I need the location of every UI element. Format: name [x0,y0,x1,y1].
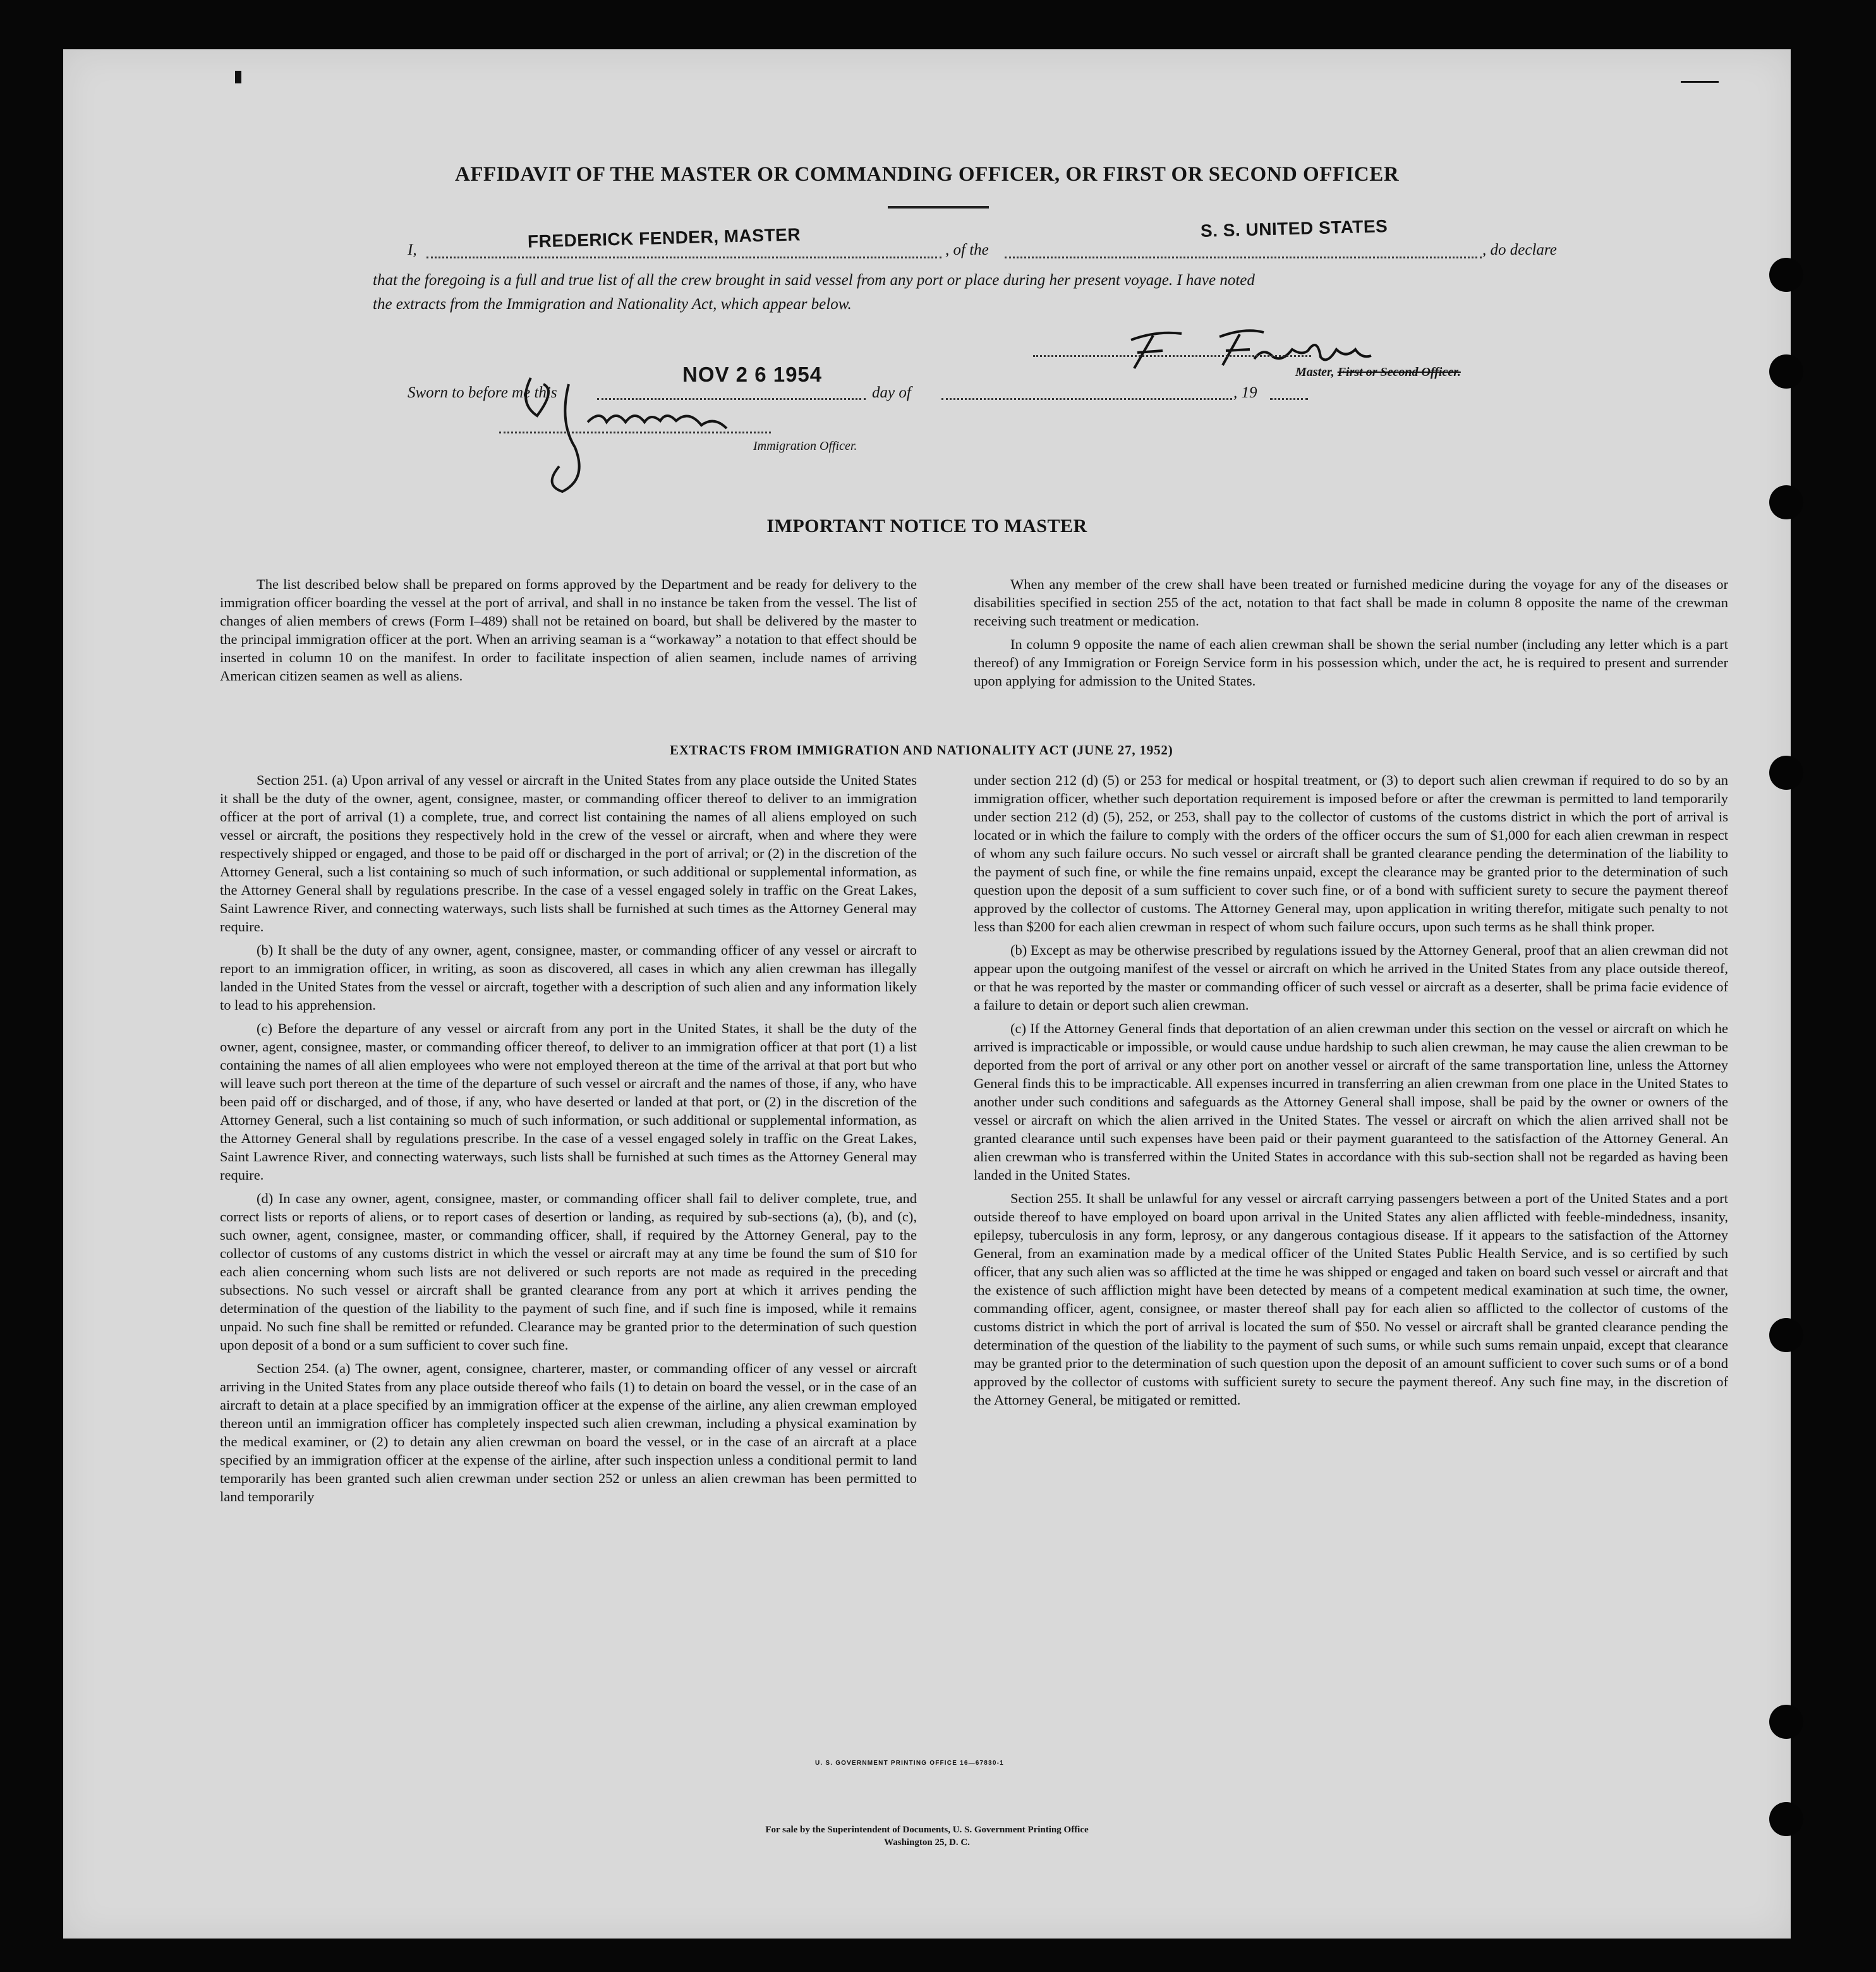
punch-hole [1769,756,1803,790]
extract-paragraph: (b) It shall be the duty of any owner, agent, consignee, master, or commanding officer of any vessel or aircraft to report to an immigration officer, in writing, as soon as discovered, all cases in which any alien crewman has illegally landed in the United States from the vessel or aircraft, together with a description of such alien and any information likely to lead to his apprehension. [220,942,917,1013]
punch-hole [1769,1318,1803,1352]
notice-title: IMPORTANT NOTICE TO MASTER [766,516,1087,536]
affidavit-title: AFFIDAVIT OF THE MASTER OR COMMANDING OFFICER, OR FIRST OR SECOND OFFICER [454,163,1400,186]
notice-left-paragraph: The list described below shall be prepared on forms approved by the Department and be ready for delivery to the immigration officer boarding the vessel at the port of arrival, and shall in no instance be taken from the vessel. The list of changes of alien members of crews (Form I–489) shall not be retained on board, but shall be delivered by the master to the principal immigration officer at the port. When an arriving seaman is a “workaway” a notation to that effect should be inserted in column 10 on the manifest. In order to facilitate inspection of alien seamen, include names of arriving American citizen seamen as well as aliens. [220,576,917,684]
document-page [63,49,1791,1939]
do-declare-label: , do declare [1482,241,1557,258]
vessel-blank [1005,257,1482,258]
for-sale-line-2: Washington 25, D. C. [884,1837,970,1848]
extract-paragraph: (c) If the Attorney General finds that deportation of an alien crewman under this section on the vessel or aircraft on which he arrived is impracticable or impossible, or would cause undue hardship to such alien crewman, he may cause the alien crewman to be deported from the port of arrival or any other port on another vessel or aircraft of the same transportation line, unless the Attorney General finds this to be impracticable. All expenses incurred in transferring an alien crewman from one place in the United States to another under such conditions and safeguards as the Attorney General shall impose, shall be paid by the owner or owners of the vessel or aircraft on which the alien arrived in the United States. The vessel or aircraft on which the alien arrived shall not be granted clearance until such expenses have been paid or their payment guaranteed to the satisfaction of the Attorney General. An alien crewman who is transferred within the United States in accordance with this sub-section shall not be regarded as having been landed in the United States. [974,1020,1728,1183]
immigration-officer-label: Immigration Officer. [753,439,857,453]
extracts-title: EXTRACTS FROM IMMIGRATION AND NATIONALITY ACT (JUNE 27, 1952) [670,742,1173,758]
punch-hole [1769,354,1803,389]
title-rule [888,206,989,209]
extract-paragraph: Section 255. It shall be unlawful for any vessel or aircraft carrying passengers between a port of the United States and a port outside thereof to have employed on board upon arrival in the United States any alien afflicted with feeble-mindedness, insanity, epilepsy, tuberculosis in any form, leprosy, or any dangerous contagious disease. If it appears to the satisfaction of the Attorney General, from an examination made by a medical officer of the United States Public Health Service, and is so certified by such officer, that any such alien was so afflicted at the time he was shipped or engaged and taken on board such vessel or aircraft and that the existence of such affliction might have been detected by means of a competent medical examination at such time, the owner, commanding officer, agent, consignee, or master thereof shall pay for each alien so afflicted to the collector of customs of the customs district in which the port of arrival is located the sum of $50. No vessel or aircraft shall be granted clearance pending the determination of the question of the liability to the payment of such sums, or while such sums remain unpaid, except that clearance may be granted prior to the determination of such question upon the deposit of an amount sufficient to cover such sums or of a bond approved by the collector of customs with sufficient surety to secure the payment thereof. Any such fine may, in the discretion of the Attorney General, be mitigated or remitted. [974,1190,1728,1408]
printing-office-line: U. S. GOVERNMENT PRINTING OFFICE 16—67830-1 [815,1760,1004,1767]
punch-hole [1769,258,1803,292]
for-sale-line-1: For sale by the Superintendent of Documents, U. S. Government Printing Office [765,1825,1089,1835]
year-blank [1270,398,1308,400]
extracts-right-column [974,771,1728,1409]
extract-paragraph: (c) Before the departure of any vessel or aircraft from any port in the United States, it shall be the duty of the owner, agent, consignee, master, or commanding officer thereof, to deliver to an immigration officer at that port (1) a list containing the names of all alien employees who were not employed thereon at the time of the arrival at that port but who will leave such port thereon at the time of the departure of such vessel or aircraft and the names of those, if any, who have been paid off or discharged, and of those, if any, who have deserted or landed at that port, or (2) in the discretion of the Attorney General, such a list containing so much of such information, or such additional or supplemental information, as the Attorney General shall by regulations prescribe. In the case of a vessel engaged solely in traffic on the Great Lakes, Saint Lawrence River, and connecting waterways, such lists shall be furnished at such times as the Attorney General may require. [220,1020,917,1183]
for-sale-note [63,1824,1791,1849]
year-label: , 19 [1233,384,1257,401]
sworn-label: Sworn to before me this [408,384,557,401]
notice-right-paragraph-2: In column 9 opposite the name of each alien crewman shall be shown the serial number (including any letter which is a part thereof) of any Immigration or Foreign Service form in his possession which, under the act, he is required to present and surrender upon applying for admission to the United States. [974,636,1728,689]
of-the-label: , of the [945,241,989,258]
master-name-field: FREDERICK FENDER, MASTER [527,224,801,251]
extracts-left-column [220,771,917,1506]
extract-paragraph: Section 254. (a) The owner, agent, consignee, charterer, master, or commanding officer of any vessel or aircraft arriving in the United States from any place outside thereof who fails (1) to detain on board the vessel, or in the case of an aircraft to detain at a place specified by an immigration officer at the expense of the airline, any alien crewman employed thereon until an immigration officer has completely inspected such alien crewman, including a physical examination by the medical examiner, or (2) to detain any alien crewman on board the vessel, or in the case of an aircraft at a place specified by an immigration officer at the expense of the airline, after such inspection unless a conditional permit to land temporarily has been granted such alien crewman under section 252 or unless an alien crewman has been permitted to land temporarily [220,1360,917,1504]
punch-hole [1769,1705,1803,1739]
extract-paragraph: (b) Except as may be otherwise prescribed by regulations issued by the Attorney General, proof that an alien crewman did not appear upon the outgoing manifest of the vessel or aircraft on which he arrived in the United States from any place outside thereof, or that he was reported by the master or commanding officer of such vessel or aircraft as a deserter, shall be prima facie evidence of a failure to detain or deport such alien crewman. [974,942,1728,1013]
scan-mark [1681,81,1719,83]
name-blank [427,257,941,258]
officer-signature-blank [499,432,771,433]
scan-mark [235,71,241,83]
notice-right-column [974,575,1728,690]
punch-hole [1769,485,1803,519]
vessel-name-field: S. S. UNITED STATES [1200,216,1388,241]
date-stamp: NOV 2 6 1954 [682,363,823,386]
statement-line-2: the extracts from the Immigration and Nationality Act, which appear below. [373,296,852,313]
day-of-label: day of [872,384,911,401]
master-title-label: Master, First or Second Officer. [1295,365,1461,379]
extract-paragraph: (d) In case any owner, agent, consignee, master, or commanding officer shall fail to deliver complete, true, and correct lists or reports of aliens, or to report cases of desertion or landing, as required by sub-sections (a), (b), and (c), such owner, agent, consignee, master, or commanding officer, shall, if required by the Attorney General, pay to the collector of customs of any customs district in which the vessel or aircraft may at any time be found the sum of $10 for each alien concerning whom such lists are not delivered or such reports are not made as required in the preceding subsections. No such vessel or aircraft shall be granted clearance from any port at which it arrives pending the determination of the question of the liability to the payment of such fine, and if such fine is imposed, while it remains unpaid. No such fine shall be remitted or refunded. Clearance may be granted prior to the determination of such question upon deposit of a bond or a sum sufficient to cover such fine. [220,1190,917,1353]
month-blank [941,398,1232,400]
i-label: I, [408,241,417,258]
extract-paragraph: under section 212 (d) (5) or 253 for medical or hospital treatment, or (3) to deport such alien crewman if required to do so by an immigration officer, whether such deportation requirement is imposed before or after the crewman is permitted to land temporarily under section 212 (d) (5), 252, or 253, shall pay to the collector of customs of the customs district in which the port of arrival is located or in which the failure to comply with the orders of the officer occurs the sum of $1,000 for each alien crewman in respect of whom any such failure occurs. No such vessel or aircraft shall be granted clearance pending the determination of the liability to the payment of such fine, or while the fine remains unpaid, except the clearance may be granted prior to the determination of such question upon the deposit of a sum sufficient to cover such fine, or of a bond with sufficient surety to secure the payment thereof approved by the collector of customs. The Attorney General may, upon application in writing therefor, mitigate such penalty to not less than $200 for each alien crewman in respect of whom such failure occurs, upon such terms as he shall think proper. [974,772,1728,935]
extract-paragraph: Section 251. (a) Upon arrival of any vessel or aircraft in the United States from any place outside the United States it shall be the duty of the owner, agent, consignee, master, or commanding officer thereof to deliver to an immigration officer at the port of arrival (1) a complete, true, and correct list containing the names of all aliens employed on such vessel or aircraft, the positions they respectively hold in the crew of the vessel or aircraft, when and where they were respectively shipped or engaged, and those to be paid off or discharged in the port of arrival; or (2) in the discretion of the Attorney General, such a list containing so much of such information, or such additional or supplemental information, as the Attorney General shall by regulations prescribe. In the case of a vessel engaged solely in traffic on the Great Lakes, Saint Lawrence River, and connecting waterways, such lists shall be furnished at such times as the Attorney General may require. [220,772,917,935]
notice-left-column [220,575,917,685]
notice-right-paragraph-1: When any member of the crew shall have been treated or furnished medicine during the voyage for any of the diseases or disabilities specified in section 255 of the act, notation to that fact shall be made in column 8 opposite the name of the crewman receiving such treatment or medication. [974,576,1728,629]
statement-line-1: that the foregoing is a full and true list of all the crew brought in said vessel from any port or place during her present voyage. I have noted [373,272,1255,289]
master-signature-blank [1033,355,1311,357]
